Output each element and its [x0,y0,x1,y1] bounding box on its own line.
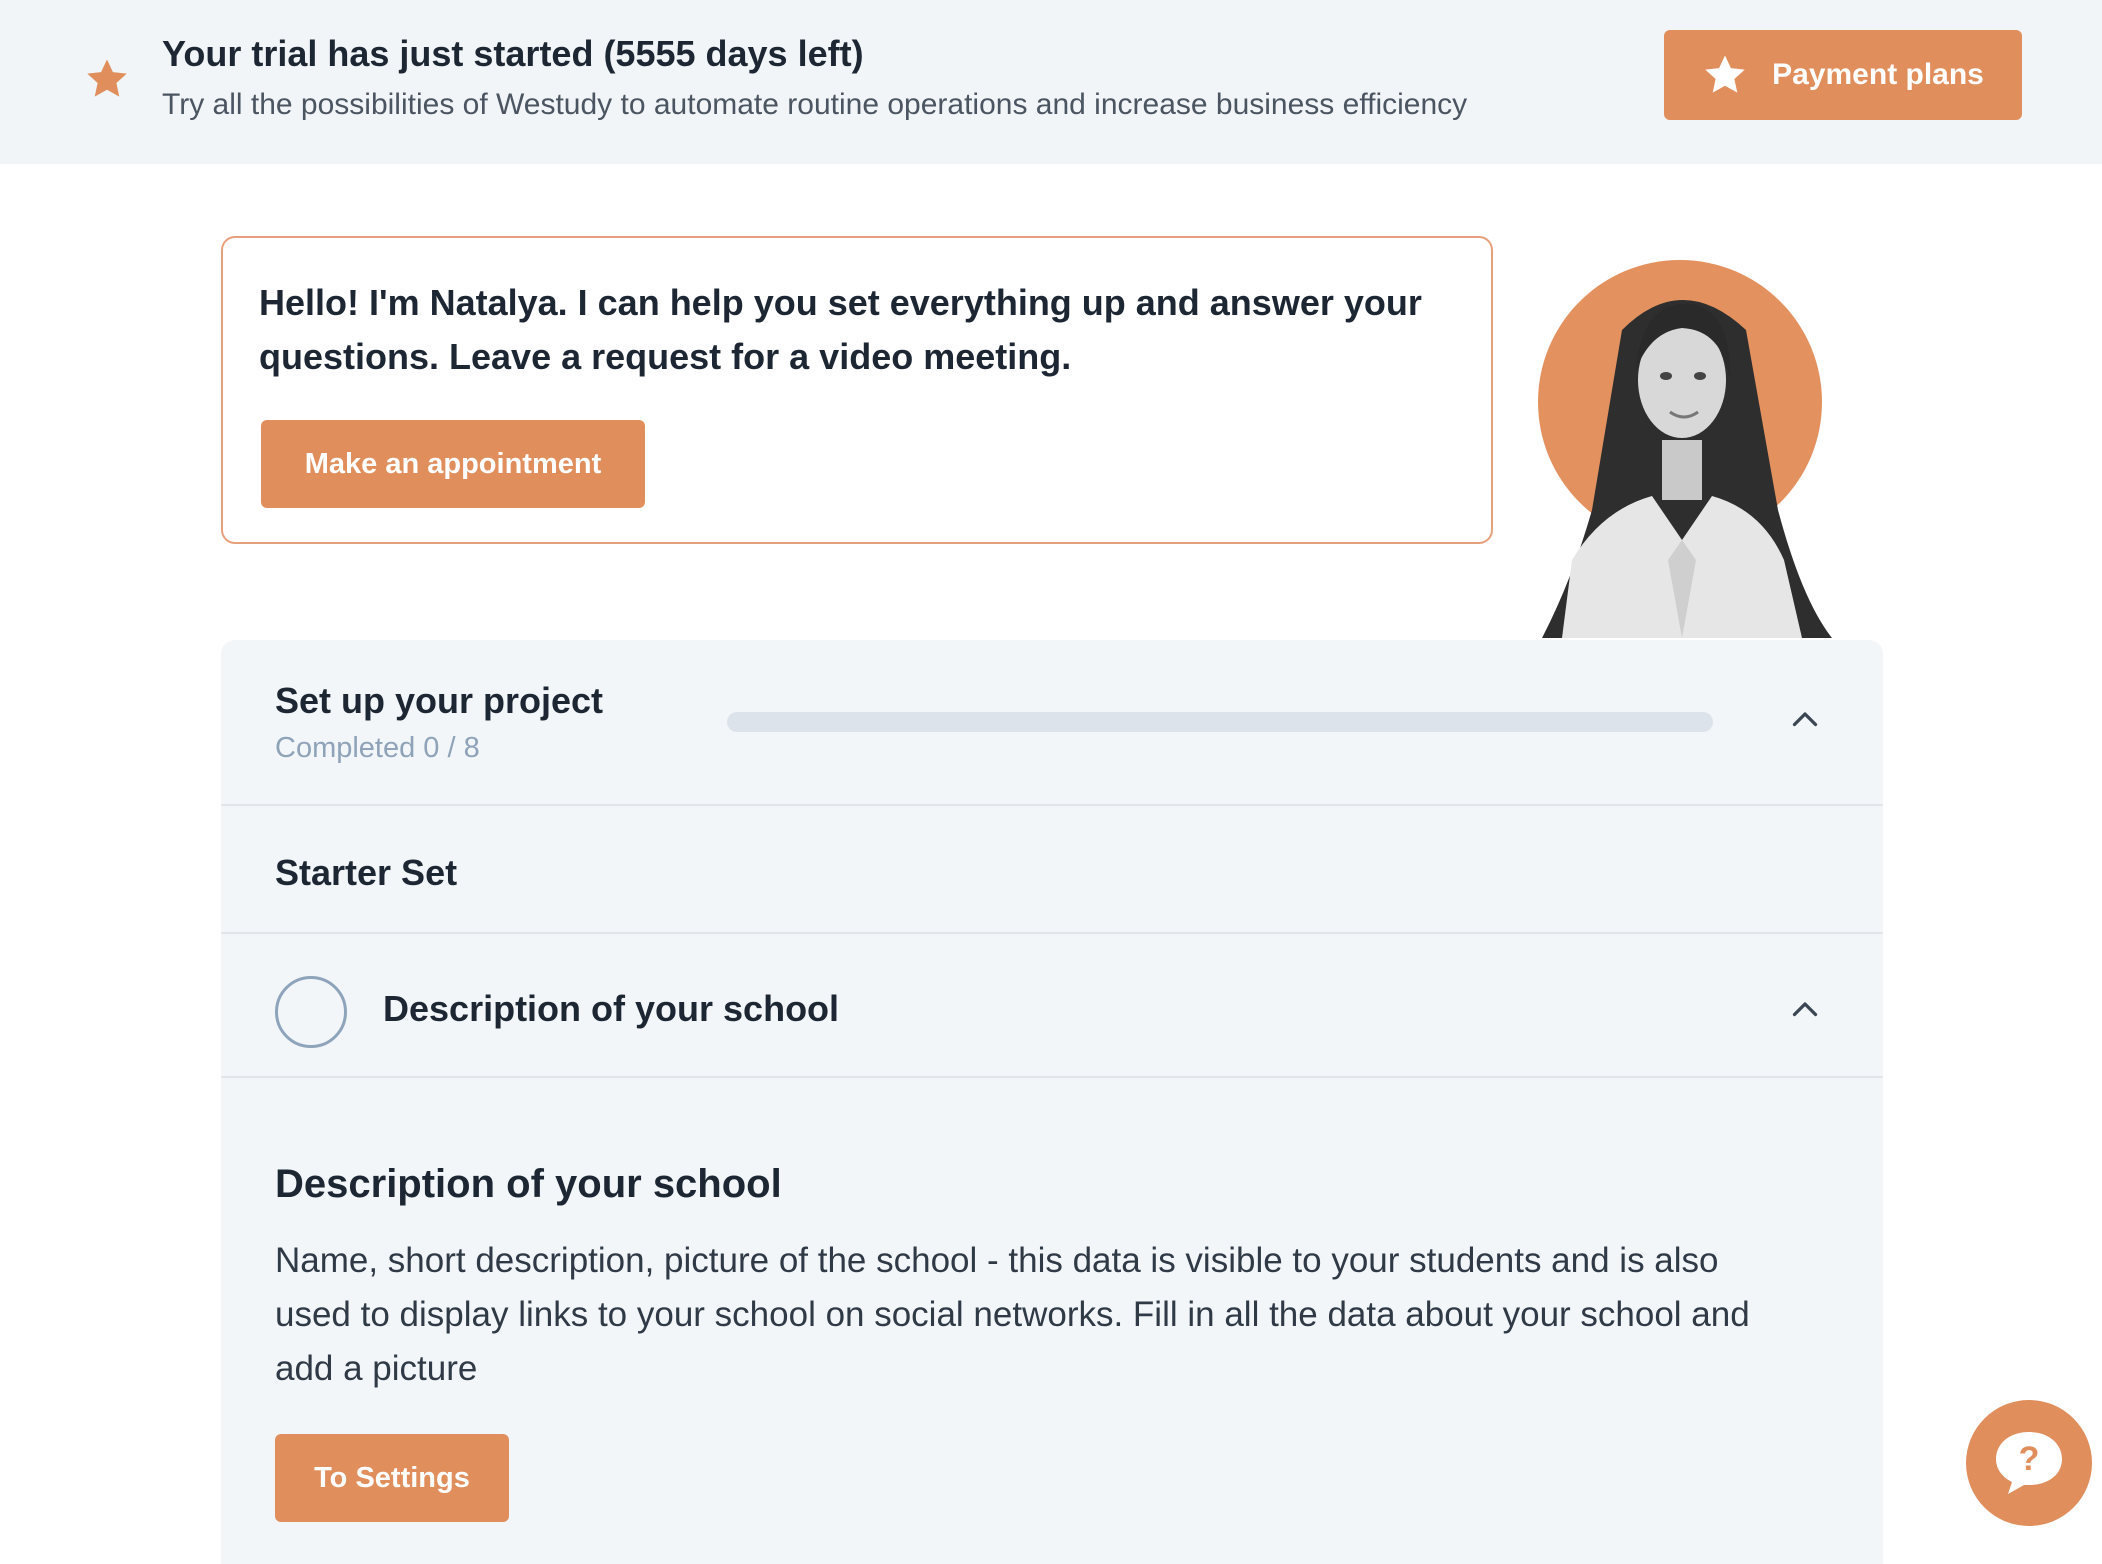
assistant-message: Hello! I'm Natalya. I can help you set everything up and answer your questions. Leave a request for a video meeting. [259,282,1422,377]
trial-title: Your trial has just started (5555 days left) [162,33,864,74]
trial-banner [0,0,2102,164]
to-settings-button[interactable]: To Settings [275,1434,509,1522]
assistant-avatar [1532,260,1848,638]
svg-text:?: ? [2018,1440,2040,1478]
chevron-up-icon[interactable] [1787,992,1823,1028]
project-title: Set up your project [275,680,604,721]
help-chat-icon [1992,1428,2066,1498]
task-detail-text: Name, short description, picture of the school - this data is visible to your students and is also used to display links to your school on social networks. Fill in all the data about your school and add a picture [275,1241,1750,1388]
task-status-circle[interactable] [275,976,347,1048]
payment-plans-button[interactable] [1664,30,2022,120]
project-progress-bar [727,712,1713,732]
project-progress-text: Completed 0 / 8 [275,732,480,764]
payment-plans-label: Payment plans [1772,58,1984,91]
task-title[interactable]: Description of your school [383,988,840,1029]
divider [221,1076,1883,1078]
task-detail-title: Description of your school [275,1162,782,1206]
assistant-card [221,236,1493,544]
star-icon [1702,52,1748,98]
setup-panel [221,640,1883,1564]
section-title: Starter Set [275,852,458,893]
trial-subtitle: Try all the possibilities of Westudy to automate routine operations and increase business efficiency [162,88,1468,121]
divider [221,932,1883,934]
make-appointment-button[interactable]: Make an appointment [261,420,645,508]
chevron-up-icon[interactable] [1787,702,1823,738]
star-icon [84,56,130,102]
help-chat-button[interactable] [1966,1400,2092,1526]
divider [221,804,1883,806]
